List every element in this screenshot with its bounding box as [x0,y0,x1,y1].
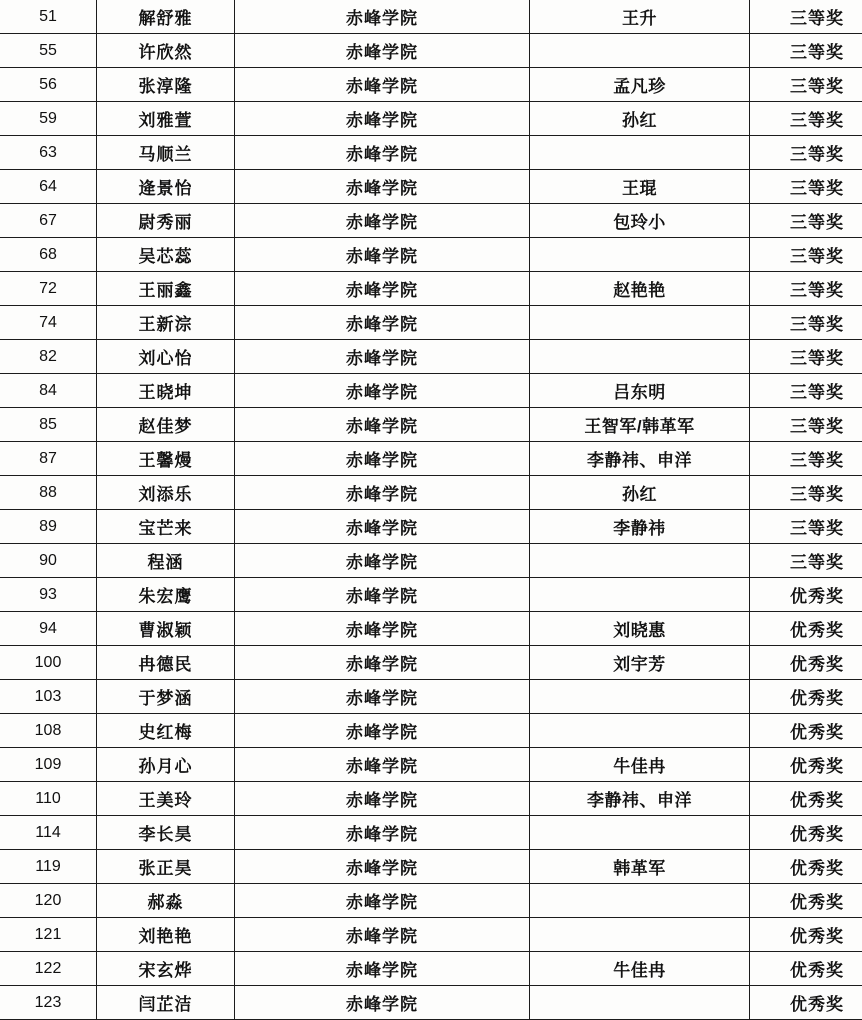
cell-student-name: 刘添乐 [97,476,235,510]
cell-id: 63 [0,136,97,170]
cell-advisor: 李静祎 [530,510,750,544]
cell-advisor: 赵艳艳 [530,272,750,306]
cell-student-name: 王晓坤 [97,374,235,408]
cell-award: 三等奖 [750,34,862,68]
cell-school: 赤峰学院 [235,918,530,952]
cell-school: 赤峰学院 [235,680,530,714]
cell-student-name: 吴芯蕊 [97,238,235,272]
cell-advisor [530,816,750,850]
cell-id: 120 [0,884,97,918]
cell-award: 优秀奖 [750,612,862,646]
table-row [0,408,862,442]
cell-award: 三等奖 [750,272,862,306]
cell-advisor [530,714,750,748]
cell-id: 88 [0,476,97,510]
cell-student-name: 刘艳艳 [97,918,235,952]
cell-advisor [530,680,750,714]
cell-school: 赤峰学院 [235,748,530,782]
cell-id: 82 [0,340,97,374]
table-row [0,306,862,340]
table-row [0,476,862,510]
cell-award: 三等奖 [750,442,862,476]
cell-advisor: 李静祎、申洋 [530,442,750,476]
cell-award: 三等奖 [750,340,862,374]
cell-id: 119 [0,850,97,884]
cell-advisor: 李静祎、申洋 [530,782,750,816]
table-row [0,680,862,714]
table-row [0,782,862,816]
cell-student-name: 张正昊 [97,850,235,884]
cell-advisor [530,918,750,952]
table-row [0,170,862,204]
cell-id: 109 [0,748,97,782]
cell-school: 赤峰学院 [235,102,530,136]
cell-id: 114 [0,816,97,850]
cell-student-name: 王新淙 [97,306,235,340]
cell-award: 三等奖 [750,476,862,510]
cell-advisor: 牛佳冉 [530,748,750,782]
cell-award: 优秀奖 [750,680,862,714]
table-row [0,646,862,680]
cell-student-name: 程涵 [97,544,235,578]
cell-student-name: 王美玲 [97,782,235,816]
cell-student-name: 马顺兰 [97,136,235,170]
table-row [0,204,862,238]
cell-school: 赤峰学院 [235,170,530,204]
cell-school: 赤峰学院 [235,408,530,442]
cell-id: 67 [0,204,97,238]
cell-school: 赤峰学院 [235,340,530,374]
cell-student-name: 赵佳梦 [97,408,235,442]
table-row [0,374,862,408]
cell-award: 三等奖 [750,204,862,238]
cell-student-name: 闫芷洁 [97,986,235,1020]
table-row [0,714,862,748]
cell-id: 56 [0,68,97,102]
cell-award: 三等奖 [750,408,862,442]
table-row [0,612,862,646]
cell-advisor [530,306,750,340]
table-row [0,748,862,782]
cell-id: 84 [0,374,97,408]
table-row [0,986,862,1020]
cell-student-name: 王丽鑫 [97,272,235,306]
table-row [0,340,862,374]
cell-school: 赤峰学院 [235,442,530,476]
cell-student-name: 于梦涵 [97,680,235,714]
cell-award: 优秀奖 [750,850,862,884]
cell-student-name: 刘心怡 [97,340,235,374]
cell-id: 121 [0,918,97,952]
table-row [0,850,862,884]
cell-student-name: 许欣然 [97,34,235,68]
cell-advisor: 孙红 [530,476,750,510]
table-row [0,918,862,952]
cell-school: 赤峰学院 [235,374,530,408]
cell-advisor: 包玲小 [530,204,750,238]
table-row [0,34,862,68]
cell-id: 87 [0,442,97,476]
cell-award: 优秀奖 [750,748,862,782]
cell-school: 赤峰学院 [235,306,530,340]
cell-student-name: 曹淑颖 [97,612,235,646]
cell-id: 94 [0,612,97,646]
cell-student-name: 冉德民 [97,646,235,680]
table-row [0,816,862,850]
cell-award: 优秀奖 [750,578,862,612]
table-row [0,578,862,612]
cell-school: 赤峰学院 [235,782,530,816]
cell-advisor: 王升 [530,0,750,34]
cell-id: 93 [0,578,97,612]
cell-id: 59 [0,102,97,136]
cell-award: 三等奖 [750,544,862,578]
cell-advisor [530,986,750,1020]
table-row [0,68,862,102]
cell-advisor [530,884,750,918]
cell-award: 优秀奖 [750,816,862,850]
cell-award: 优秀奖 [750,952,862,986]
cell-advisor: 孟凡珍 [530,68,750,102]
cell-award: 优秀奖 [750,646,862,680]
table-row [0,544,862,578]
cell-id: 85 [0,408,97,442]
cell-award: 三等奖 [750,170,862,204]
cell-advisor [530,340,750,374]
cell-student-name: 尉秀丽 [97,204,235,238]
cell-advisor: 王琨 [530,170,750,204]
cell-id: 110 [0,782,97,816]
cell-advisor [530,34,750,68]
cell-award: 三等奖 [750,238,862,272]
cell-id: 90 [0,544,97,578]
cell-id: 51 [0,0,97,34]
cell-student-name: 刘雅萱 [97,102,235,136]
table-row [0,238,862,272]
cell-award: 优秀奖 [750,986,862,1020]
cell-advisor: 刘晓惠 [530,612,750,646]
table-row [0,272,862,306]
cell-award: 三等奖 [750,374,862,408]
cell-school: 赤峰学院 [235,34,530,68]
cell-school: 赤峰学院 [235,986,530,1020]
cell-id: 72 [0,272,97,306]
table-row [0,442,862,476]
table-row [0,102,862,136]
cell-school: 赤峰学院 [235,544,530,578]
cell-id: 100 [0,646,97,680]
cell-advisor: 孙红 [530,102,750,136]
cell-school: 赤峰学院 [235,204,530,238]
cell-student-name: 张淳隆 [97,68,235,102]
table-row [0,952,862,986]
cell-student-name: 史红梅 [97,714,235,748]
cell-school: 赤峰学院 [235,510,530,544]
cell-id: 74 [0,306,97,340]
cell-id: 89 [0,510,97,544]
cell-id: 64 [0,170,97,204]
cell-student-name: 王馨熳 [97,442,235,476]
cell-id: 55 [0,34,97,68]
cell-award: 三等奖 [750,136,862,170]
cell-student-name: 宝芒来 [97,510,235,544]
cell-school: 赤峰学院 [235,612,530,646]
cell-school: 赤峰学院 [235,0,530,34]
cell-advisor [530,578,750,612]
cell-student-name: 李长昊 [97,816,235,850]
cell-school: 赤峰学院 [235,884,530,918]
cell-advisor: 刘宇芳 [530,646,750,680]
cell-award: 三等奖 [750,0,862,34]
cell-id: 103 [0,680,97,714]
cell-award: 优秀奖 [750,884,862,918]
cell-id: 68 [0,238,97,272]
cell-id: 123 [0,986,97,1020]
table-row [0,136,862,170]
cell-school: 赤峰学院 [235,714,530,748]
cell-award: 三等奖 [750,68,862,102]
cell-student-name: 逄景怡 [97,170,235,204]
cell-school: 赤峰学院 [235,816,530,850]
cell-school: 赤峰学院 [235,272,530,306]
table-row [0,884,862,918]
cell-id: 108 [0,714,97,748]
cell-school: 赤峰学院 [235,850,530,884]
cell-advisor: 韩革军 [530,850,750,884]
cell-advisor: 王智军/韩革军 [530,408,750,442]
cell-school: 赤峰学院 [235,238,530,272]
cell-school: 赤峰学院 [235,476,530,510]
cell-advisor [530,544,750,578]
cell-school: 赤峰学院 [235,136,530,170]
cell-award: 优秀奖 [750,782,862,816]
cell-school: 赤峰学院 [235,952,530,986]
cell-student-name: 郝淼 [97,884,235,918]
cell-student-name: 孙月心 [97,748,235,782]
cell-award: 优秀奖 [750,918,862,952]
cell-advisor: 牛佳冉 [530,952,750,986]
cell-student-name: 解舒雅 [97,0,235,34]
table-row [0,0,862,34]
cell-advisor [530,136,750,170]
cell-id: 122 [0,952,97,986]
cell-award: 三等奖 [750,510,862,544]
cell-award: 三等奖 [750,102,862,136]
table-row [0,510,862,544]
cell-student-name: 朱宏鹰 [97,578,235,612]
cell-school: 赤峰学院 [235,646,530,680]
cell-student-name: 宋玄烨 [97,952,235,986]
cell-advisor: 吕东明 [530,374,750,408]
cell-school: 赤峰学院 [235,578,530,612]
cell-award: 三等奖 [750,306,862,340]
cell-advisor [530,238,750,272]
cell-award: 优秀奖 [750,714,862,748]
cell-school: 赤峰学院 [235,68,530,102]
